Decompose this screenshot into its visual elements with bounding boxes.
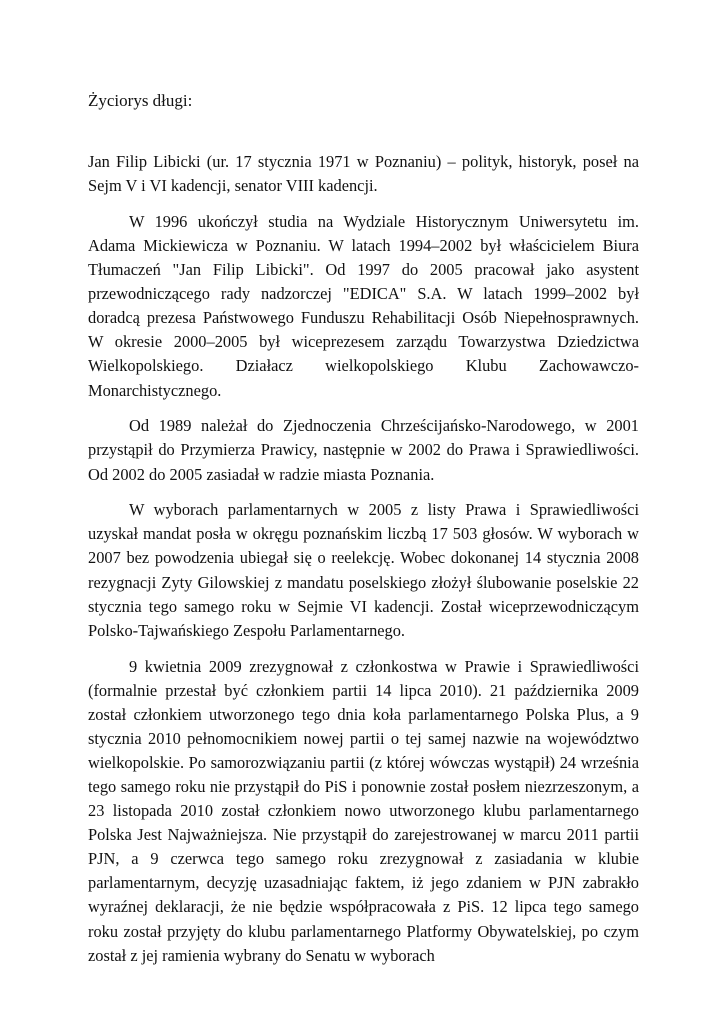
- paragraph-elections: W wyborach parlamentarnych w 2005 z listy Prawa i Sprawiedliwości uzyskał mandat posła w okręgu poznańskim liczbą 17 503 głosów. W wyborach w 2007 bez powodzenia ubiegał się o reelekcję. Wobec dokonanej 14 stycznia 2008 rezygnacji Zyty Gilowskiej z mandatu poselskiego złożył ślubowanie poselskie 22 stycznia tego samego roku w Sejmie VI kadencji. Został wiceprzewodniczącym Polsko-Tajwańskiego Zespołu Parlamentarnego.: [88, 500, 639, 640]
- paragraph-later-career: 9 kwietnia 2009 zrezygnował z członkostwa w Prawie i Sprawiedliwości (formalnie przestał być członkiem partii 14 lipca 2010). 21 października 2009 został członkiem utworzonego tego dnia koła parlamentarnego Polska Plus, a 9 stycznia 2010 pełnomocnikiem nowej partii o tej samej nazwie na województwo wielkopolskie. Po samorozwiązaniu partii (z której wówczas wystąpił) 24 września tego samego roku nie przystąpił do PiS i ponownie został posłem niezrzeszonym, a 23 listopada 2010 został członkiem nowo utworzonego klubu parlamentarnego Polska Jest Najważniejsza. Nie przystąpił do zarejestrowanej w marcu 2011 partii PJN, a 9 czerwca tego samego roku zrezygnował z zasiadania w klubie parlamentarnym, decyzję uzasadniając faktem, iż jego zdaniem w PJN zabrakło wyraźnej deklaracji, że nie będzie współpracowała z PiS. 12 lipca tego samego roku został przyjęty do klubu parlamentarnego Platformy Obywatelskiej, po czym został z jej ramienia wybrany do Senatu w wyborach: [88, 656, 639, 965]
- document-heading: Życiorys długi:: [88, 91, 193, 110]
- paragraph-education-career: W 1996 ukończył studia na Wydziale Historycznym Uniwersytetu im. Adama Mickiewicza w Poznaniu. W latach 1994–2002 był właścicielem Biura Tłumaczeń "Jan Filip Libicki". Od 1997 do 2005 pracował jako asystent przewodniczącego rady nadzorczej "EDICA" S.A. W latach 1999–2002 był doradcą prezesa Państwowego Funduszu Rehabilitacji Osób Niepełnosprawnych. W okresie 2000–2005 był wiceprezesem zarządu Towarzystwa Dziedzictwa Wielkopolskiego. Działacz wielkopolskiego Klubu Zachowawczo-Monarchistycznego.: [88, 211, 639, 400]
- paragraph-intro: Jan Filip Libicki (ur. 17 stycznia 1971 w Poznaniu) – polityk, historyk, poseł na Sejm V i VI kadencji, senator VIII kadencji.: [88, 152, 639, 196]
- document-body: [88, 150, 639, 979]
- paragraph-party-membership: Od 1989 należał do Zjednoczenia Chrześcijańsko-Narodowego, w 2001 przystąpił do Przymierza Prawicy, następnie w 2002 do Prawa i Sprawiedliwości. Od 2002 do 2005 zasiadał w radzie miasta Poznania.: [88, 416, 639, 484]
